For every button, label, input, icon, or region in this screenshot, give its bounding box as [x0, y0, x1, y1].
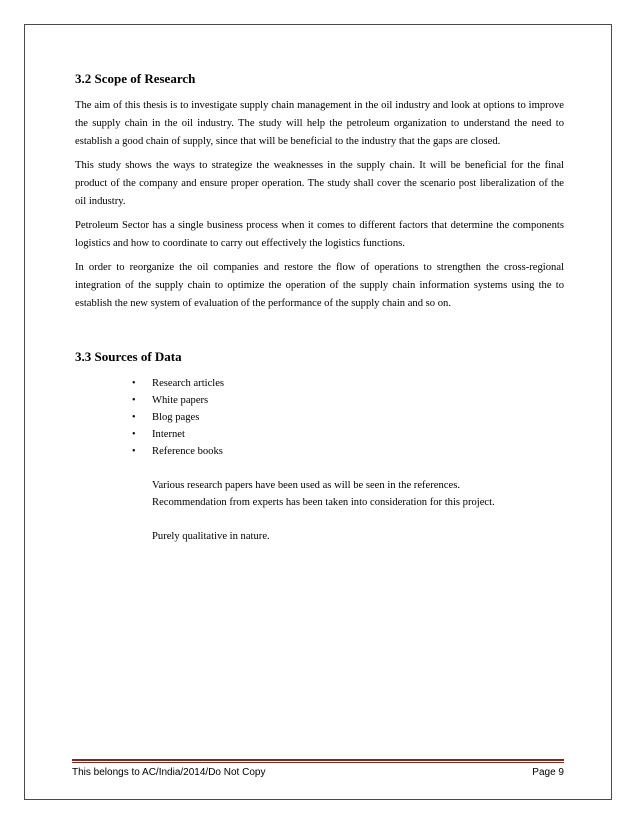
page-number: Page 9 — [532, 767, 564, 778]
list-item — [132, 409, 564, 426]
bullet-icon: • — [132, 429, 136, 440]
scope-of-research-heading: 3.2 Scope of Research — [75, 71, 196, 86]
sources-note-1: Various research papers have been used as will be seen in the references. — [152, 480, 460, 491]
footer-rule-thin — [72, 762, 564, 763]
footer-rule-thick — [72, 759, 564, 761]
document-body — [75, 70, 564, 545]
scope-paragraph-1: The aim of this thesis is to investigate supply chain management in the oil industry and look at options to improve the supply chain in the oil industry. The study will help the petroleum organization to understand the need to establish a good chain of supply, since that will be beneficial to the industry that the gaps are closed. — [75, 100, 564, 147]
sources-note-3: Purely qualitative in nature. — [152, 531, 270, 542]
list-item — [132, 375, 564, 392]
footer-copyright-text: This belongs to AC/India/2014/Do Not Copy — [72, 767, 266, 778]
list-item-label: Research articles — [152, 378, 225, 389]
list-item — [132, 443, 564, 460]
bullet-icon: • — [132, 395, 136, 406]
bullet-icon: • — [132, 378, 136, 389]
sources-notes — [75, 477, 564, 545]
list-item-label: Internet — [152, 429, 185, 440]
sources-of-data-heading: 3.3 Sources of Data — [75, 349, 182, 364]
bullet-icon: • — [132, 412, 136, 423]
scope-paragraph-4: In order to reorganize the oil companies and restore the flow of operations to strengthen the cross-regional integration of the supply chain to optimize the operation of the supply chain information systems using the to establish the new system of evaluation of the performance of the supply chain and so on. — [75, 262, 564, 309]
list-item — [132, 426, 564, 443]
list-item — [132, 392, 564, 409]
scope-paragraph-3: Petroleum Sector has a single business process when it comes to different factors that determine the components logistics and how to coordinate to carry out effectively the logistics functions. — [75, 220, 564, 249]
bullet-icon: • — [132, 446, 136, 457]
list-item-label: Reference books — [152, 446, 223, 457]
scope-paragraph-2: This study shows the ways to strategize the weaknesses in the supply chain. It will be beneficial for the final product of the company and ensure proper operation. The study shall cover the scenario post liberalization of the oil industry. — [75, 160, 564, 207]
list-item-label: White papers — [152, 395, 209, 406]
sources-note-2: Recommendation from experts has been taken into consideration for this project. — [152, 497, 495, 508]
sources-list — [75, 375, 564, 460]
list-item-label: Blog pages — [152, 412, 200, 423]
